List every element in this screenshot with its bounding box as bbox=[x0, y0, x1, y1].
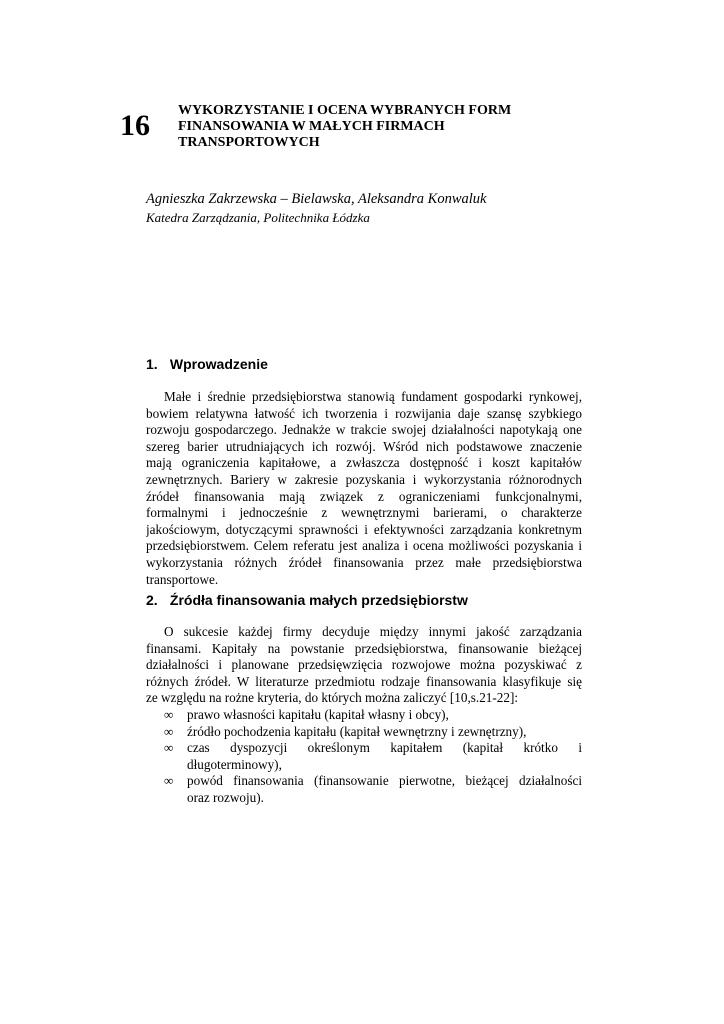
infinity-bullet-icon: ∞ bbox=[164, 740, 174, 756]
infinity-bullet-icon: ∞ bbox=[164, 773, 174, 789]
paragraph-line: szereg barier utrudniających ich rozwój. Wśród nich podstawowe znaczenie bbox=[146, 438, 582, 454]
list-item bbox=[146, 740, 582, 773]
paragraph-line: źródeł finansowania mają związek z ograniczeniami funkcjonalnymi, bbox=[146, 488, 582, 504]
section-heading-introduction bbox=[146, 355, 268, 373]
chapter-title-line: WYKORZYSTANIE I OCENA WYBRANYCH FORM bbox=[178, 103, 512, 118]
list-item-line: długoterminowy), bbox=[187, 756, 282, 772]
list-item bbox=[146, 724, 582, 741]
authors: Agnieszka Zakrzewska – Bielawska, Aleksandra Konwaluk bbox=[146, 191, 487, 207]
paragraph-line: wykorzystania różnych źródeł finansowania przez małe przedsiębiorstwa bbox=[146, 554, 582, 570]
list-item-line: oraz rozwoju). bbox=[187, 789, 264, 805]
paragraph-line: różnych źródeł. W literaturze przedmiotu rodzaje finansowania klasyfikuje się bbox=[146, 673, 582, 689]
paragraph-line: transportowe. bbox=[146, 571, 219, 587]
section-title: Wprowadzenie bbox=[169, 356, 268, 372]
list-item-line: powód finansowania (finansowanie pierwotne, bieżącej działalności bbox=[187, 773, 582, 789]
chapter-number: 16 bbox=[120, 109, 150, 142]
paragraph-line: ze względu na rożne kryteria, do których można zaliczyć [10,s.21-22]: bbox=[146, 690, 519, 706]
paragraph-line: bowiem relatywna łatwość ich tworzenia i rozwijania daje szansę szybkiego bbox=[146, 405, 582, 421]
section-2-paragraph bbox=[146, 624, 582, 707]
paragraph-line: rozwoju gospodarczego. Jednakże w trakcie swojej działalności napotykają one bbox=[146, 422, 582, 438]
list-item bbox=[146, 773, 582, 806]
chapter-title-line: FINANSOWANIA W MAŁYCH FIRMACH bbox=[178, 119, 445, 134]
section-number: 2. bbox=[146, 592, 158, 608]
paragraph-line: Małe i średnie przedsiębiorstwa stanowią fundament gospodarki rynkowej, bbox=[164, 389, 582, 404]
infinity-bullet-icon: ∞ bbox=[164, 707, 174, 722]
paragraph-line: finansami. Kapitały na powstanie przedsiębiorstwa, finansowanie bieżącej bbox=[146, 640, 582, 656]
chapter-title bbox=[178, 103, 558, 151]
paragraph-line: przedsiębiorstwem. Celem referatu jest analiza i ocena możliwości pozyskania i bbox=[146, 538, 582, 554]
section-number: 1. bbox=[146, 356, 158, 372]
infinity-bullet-icon: ∞ bbox=[164, 723, 174, 739]
list-item-line: czas dyspozycji określonym kapitałem (kapitał krótko i bbox=[187, 740, 582, 756]
paragraph-line: jakościowym, dotyczącymi sprawności i efektywności zarządzania konkretnym bbox=[146, 521, 582, 537]
list-item bbox=[146, 707, 582, 724]
list-item-line: źródło pochodzenia kapitału (kapitał wewnętrzny i zewnętrzny), bbox=[187, 723, 527, 739]
affiliation: Katedra Zarządzania, Politechnika Łódzka bbox=[146, 210, 370, 225]
paragraph-line: mają ograniczenia kapitałowe, a zwłaszcza dostępność i koszt kapitałów bbox=[146, 455, 582, 471]
paragraph-line: O sukcesie każdej firmy decyduje między innymi jakość zarządzania bbox=[164, 624, 582, 639]
paragraph-line: zewnętrznych. Bariery w zakresie pozyskania i wykorzystania różnorodnych bbox=[146, 471, 582, 487]
paragraph-line: formalnymi i jednocześnie z wewnętrznymi barierami, o charakterze bbox=[146, 505, 582, 521]
section-1-paragraph bbox=[146, 389, 582, 588]
chapter-title-line: TRANSPORTOWYCH bbox=[178, 135, 320, 150]
section-title: Źródła finansowania małych przedsiębiorstw bbox=[169, 592, 468, 608]
financing-criteria-list bbox=[146, 707, 582, 807]
paragraph-line: działalności i planowane przedsięwzięcia rozwojowe można pozyskiwać z bbox=[146, 657, 582, 673]
list-item-line: prawo własności kapitału (kapitał własny i obcy), bbox=[187, 707, 449, 722]
section-heading-financing-sources bbox=[146, 591, 468, 609]
